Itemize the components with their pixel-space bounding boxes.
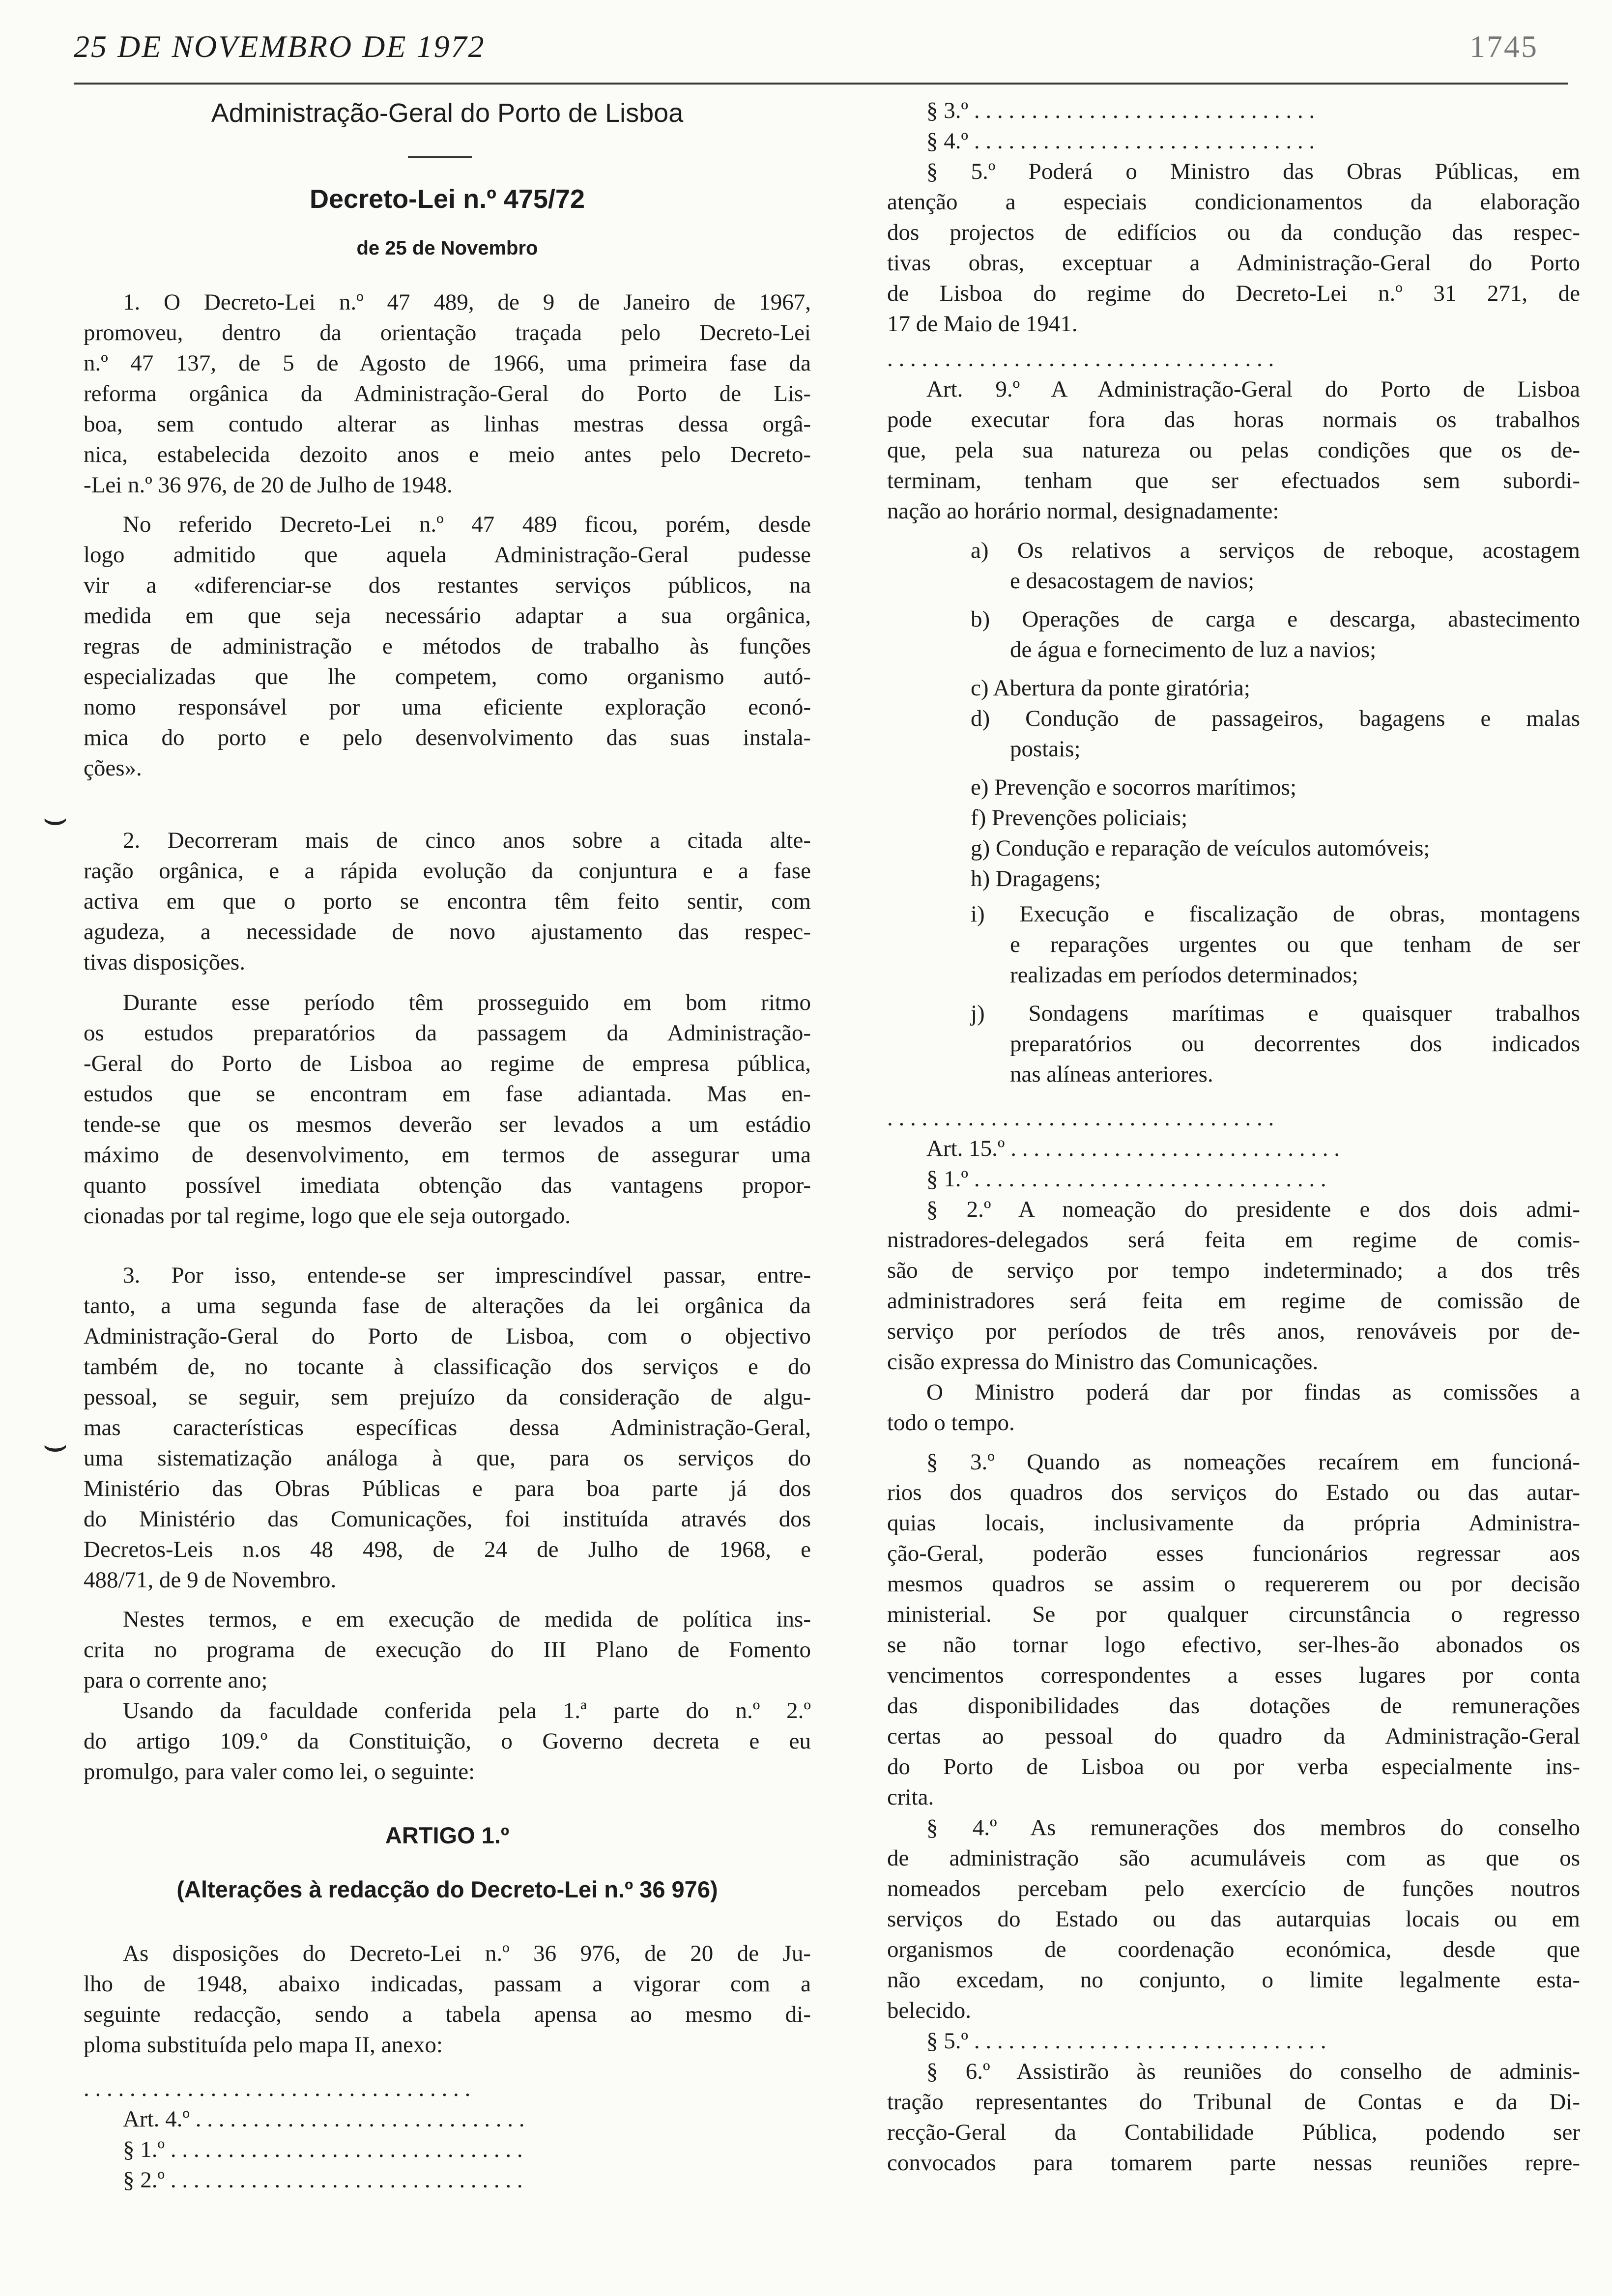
text-line: certas ao pessoal do quadro da Administração-Geral — [887, 1723, 1580, 1749]
text-line: 2. Decorreram mais de cinco anos sobre a citada alte- — [123, 828, 811, 853]
text-line: são de serviço por tempo indeterminado; a dos três — [887, 1258, 1580, 1283]
text-line: c) Abertura da ponte giratória; — [971, 675, 1250, 701]
text-line: também de, no tocante à classificação dos serviços e do — [84, 1354, 811, 1379]
text-line: Ministério das Obras Públicas e para boa parte já dos — [84, 1476, 811, 1501]
text-line: b) Operações de carga e descarga, abastecimento — [971, 606, 1580, 632]
text-line: mesmos quadros se assim o requererem ou por decisão — [887, 1571, 1580, 1597]
text-line: As disposições do Decreto-Lei n.º 36 976, de 20 de Ju- — [123, 1941, 811, 1966]
text-line: serviço por períodos de três anos, renováveis por de- — [887, 1319, 1580, 1344]
text-line: i) Execução e fiscalização de obras, montagens — [971, 901, 1580, 927]
text-line: . . . . . . . . . . . . . . . . . . . . . . . . . . . . . . . . . . — [887, 1105, 1274, 1131]
text-line: Decreto-Lei n.º 475/72 — [310, 184, 585, 214]
text-line: e reparações urgentes ou que tenham de ser — [1010, 932, 1580, 957]
text-line: activa em que o porto se encontra têm feito sentir, com — [84, 889, 811, 914]
text-line: do Porto de Lisboa ou por verba especialmente ins- — [887, 1754, 1580, 1779]
text-line: nomo responsável por uma eficiente exploração econó- — [84, 694, 811, 720]
text-line: tivas disposições. — [84, 949, 245, 975]
text-line: . . . . . . . . . . . . . . . . . . . . . . . . . . . . . . . . . . — [887, 346, 1274, 372]
text-line: recção-Geral da Contabilidade Pública, podendo ser — [887, 2120, 1580, 2145]
text-line: 3. Por isso, entende-se ser imprescindível passar, entre- — [123, 1263, 811, 1288]
text-line: do Ministério das Comunicações, foi instituída através dos — [84, 1506, 811, 1532]
text-line: Nestes termos, e em execução de medida de política ins- — [123, 1607, 811, 1632]
margin-tick-mark: ⌣ — [42, 797, 68, 840]
text-line: tanto, a uma segunda fase de alterações da lei orgânica da — [84, 1293, 811, 1319]
header-rule — [74, 83, 1568, 85]
text-line: dos projectos de edifícios ou da condução das respec- — [887, 220, 1580, 245]
text-line: pessoal, se seguir, sem prejuízo da consideração de algu- — [84, 1384, 811, 1410]
text-line: tração representantes do Tribunal de Contas e da Di- — [887, 2089, 1580, 2115]
text-line: convocados para tomarem parte nessas reuniões repre- — [887, 2150, 1580, 2176]
text-line: 17 de Maio de 1941. — [887, 311, 1078, 337]
text-line: preparatórios ou decorrentes dos indicados — [1010, 1031, 1580, 1057]
text-line: estudos que se encontram em fase adiantada. Mas en- — [84, 1081, 811, 1107]
text-line: § 5.º Poderá o Ministro das Obras Públicas, em — [926, 159, 1580, 184]
text-line: Art. 9.º A Administração-Geral do Porto de Lisboa — [926, 376, 1580, 402]
text-line: . . . . . . . . . . . . . . . . . . . . . . . . . . . . . . . . . . — [84, 2076, 471, 2101]
text-line: quanto possível imediata obtenção das vantagens propor- — [84, 1173, 811, 1198]
text-line: de água e fornecimento de luz a navios; — [1010, 637, 1377, 662]
text-line: agudeza, a necessidade de novo ajustamento das respec- — [84, 919, 811, 945]
text-line: Art. 4.º . . . . . . . . . . . . . . . . . . . . . . . . . . . . . — [123, 2106, 525, 2132]
text-line: crita. — [887, 1784, 934, 1810]
text-line: Art. 15.º . . . . . . . . . . . . . . . . . . . . . . . . . . . . . — [926, 1136, 1340, 1161]
margin-tick-mark: ⌣ — [42, 1423, 68, 1466]
text-line: postais; — [1010, 736, 1081, 762]
text-line: g) Condução e reparação de veículos automóveis; — [971, 835, 1430, 861]
text-line: para o corrente ano; — [84, 1667, 268, 1693]
text-line: máximo de desenvolvimento, em termos de assegurar uma — [84, 1142, 811, 1168]
text-line: ração orgânica, e a rápida evolução da conjuntura e a fase — [84, 858, 811, 884]
text-line: nação ao horário normal, designadamente: — [887, 498, 1279, 524]
text-line: pode executar fora das horas normais os trabalhos — [887, 407, 1580, 432]
text-line: lho de 1948, abaixo indicadas, passam a vigorar com a — [84, 1971, 811, 1997]
text-line: § 1.º . . . . . . . . . . . . . . . . . . . . . . . . . . . . . . . — [926, 1166, 1326, 1192]
text-line: boa, sem contudo alterar as linhas mestras dessa orgâ- — [84, 411, 811, 437]
text-line: d) Condução de passageiros, bagagens e malas — [971, 706, 1580, 731]
text-line: § 6.º Assistirão às reuniões do conselho de adminis- — [926, 2059, 1580, 2084]
text-line: serviços do Estado ou das autarquias locais ou em — [887, 1906, 1580, 1932]
text-line: j) Sondagens marítimas e quaisquer trabalhos — [971, 1001, 1580, 1026]
text-line: logo admitido que aquela Administração-Geral pudesse — [84, 542, 811, 568]
text-line: -Lei n.º 36 976, de 20 de Julho de 1948. — [84, 472, 453, 498]
text-line: mica do porto e pelo desenvolvimento das suas instala- — [84, 725, 811, 750]
text-line: Decretos-Leis n.os 48 498, de 24 de Julho de 1968, e — [84, 1537, 811, 1562]
text-line: ministerial. Se por qualquer circunstância o regresso — [887, 1602, 1580, 1627]
text-line: de administração são acumuláveis com as que os — [887, 1845, 1580, 1871]
text-line: § 5.º . . . . . . . . . . . . . . . . . . . . . . . . . . . . . . . — [926, 2028, 1326, 2054]
text-line: realizadas em períodos determinados; — [1010, 962, 1358, 988]
text-line: medida em que seja necessário adaptar a sua orgânica, — [84, 603, 811, 629]
text-line: § 4.º . . . . . . . . . . . . . . . . . . . . . . . . . . . . . . — [926, 128, 1315, 154]
text-line: ções». — [84, 755, 142, 781]
text-line: e desacostagem de navios; — [1010, 568, 1255, 594]
text-line: das disponibilidades das dotações de remunerações — [887, 1693, 1580, 1719]
text-line: terminam, tenham que ser efectuados sem subordi- — [887, 468, 1580, 493]
text-line: n.º 47 137, de 5 de Agosto de 1966, uma primeira fase da — [84, 350, 811, 376]
text-line: seguinte redacção, sendo a tabela apensa ao mesmo di- — [84, 2002, 811, 2027]
text-line: (Alterações à redacção do Decreto-Lei n.º 36 976) — [176, 1876, 718, 1902]
text-line: nomeados percebam pelo exercício de funções noutros — [887, 1876, 1580, 1901]
text-line: ARTIGO 1.º — [385, 1822, 510, 1848]
text-line: Administração-Geral do Porto de Lisboa — [211, 98, 684, 128]
text-line: mas características específicas dessa Administração-Geral, — [84, 1415, 811, 1440]
page-number: 1745 — [1469, 29, 1538, 64]
title-separator — [408, 156, 472, 158]
text-line: promulgo, para valer como lei, o seguinte: — [84, 1759, 475, 1784]
text-line: f) Prevenções policiais; — [971, 805, 1188, 831]
text-line: cisão expressa do Ministro das Comunicações. — [887, 1349, 1319, 1375]
text-line: § 2.º . . . . . . . . . . . . . . . . . . . . . . . . . . . . . . . — [123, 2167, 523, 2193]
text-line: 1. O Decreto-Lei n.º 47 489, de 9 de Janeiro de 1967, — [123, 289, 811, 315]
text-line: que, pela sua natureza ou pelas condições que os de- — [887, 437, 1580, 463]
text-line: atenção a especiais condicionamentos da elaboração — [887, 189, 1580, 215]
text-line: crita no programa de execução do III Plano de Fomento — [84, 1637, 811, 1663]
text-line: e) Prevenção e socorros marítimos; — [971, 775, 1297, 800]
text-line: especializadas que lhe competem, como organismo autó- — [84, 664, 811, 689]
text-line: § 1.º . . . . . . . . . . . . . . . . . . . . . . . . . . . . . . . — [123, 2137, 523, 2162]
text-line: organismos de coordenação económica, desde que — [887, 1937, 1580, 1962]
text-line: nica, estabelecida dezoito anos e meio antes pelo Decreto- — [84, 442, 811, 467]
text-line: nistradores-delegados será feita em regime de comis- — [887, 1227, 1580, 1253]
text-line: de Lisboa do regime do Decreto-Lei n.º 31 271, de — [887, 281, 1580, 306]
text-line: quias locais, inclusivamente da própria Administra- — [887, 1510, 1580, 1536]
text-line: nas alíneas anteriores. — [1010, 1062, 1213, 1087]
running-header-date: 25 DE NOVEMBRO DE 1972 — [74, 29, 486, 64]
text-line: a) Os relativos a serviços de reboque, acostagem — [971, 538, 1580, 563]
text-line: de 25 de Novembro — [356, 237, 538, 259]
text-line: Durante esse período têm prosseguido em bom ritmo — [123, 990, 811, 1015]
text-line: Usando da faculdade conferida pela 1.ª parte do n.º 2.º — [123, 1698, 811, 1723]
text-line: se não tornar logo efectivo, ser-lhes-ão abonados os — [887, 1632, 1580, 1658]
text-line: regras de administração e métodos de trabalho às funções — [84, 633, 811, 659]
text-line: No referido Decreto-Lei n.º 47 489 ficou, porém, desde — [123, 512, 811, 537]
text-line: O Ministro poderá dar por findas as comissões a — [926, 1379, 1580, 1405]
text-line: do artigo 109.º da Constituição, o Governo decreta e eu — [84, 1728, 811, 1754]
text-line: § 4.º As remunerações dos membros do conselho — [926, 1815, 1580, 1840]
text-line: § 3.º . . . . . . . . . . . . . . . . . . . . . . . . . . . . . . — [926, 98, 1315, 123]
text-line: ploma substituída pelo mapa II, anexo: — [84, 2032, 443, 2058]
text-line: 488/71, de 9 de Novembro. — [84, 1567, 337, 1593]
text-line: tende-se que os mesmos deverão ser levados a um estádio — [84, 1112, 811, 1137]
text-line: vencimentos correspondentes a esses lugares por conta — [887, 1663, 1580, 1688]
text-line: vir a «diferenciar-se dos restantes serviços públicos, na — [84, 573, 811, 598]
text-line: -Geral do Porto de Lisboa ao regime de empresa pública, — [84, 1051, 811, 1076]
text-line: ção-Geral, poderão esses funcionários regressar aos — [887, 1541, 1580, 1566]
text-line: § 3.º Quando as nomeações recaírem em funcioná- — [926, 1449, 1580, 1475]
text-line: h) Dragagens; — [971, 866, 1101, 891]
text-line: os estudos preparatórios da passagem da Administração- — [84, 1020, 811, 1046]
text-line: tivas obras, exceptuar a Administração-Geral do Porto — [887, 250, 1580, 276]
text-line: todo o tempo. — [887, 1410, 1015, 1435]
text-line: administradores será feita em regime de comissão de — [887, 1288, 1580, 1314]
text-line: uma sistematização análoga à que, para os serviços do — [84, 1445, 811, 1471]
text-line: rios dos quadros dos serviços do Estado ou das autar- — [887, 1480, 1580, 1505]
text-line: não excedam, no conjunto, o limite legalmente esta- — [887, 1967, 1580, 1993]
text-line: promoveu, dentro da orientação traçada pelo Decreto-Lei — [84, 320, 811, 345]
text-line: cionadas por tal regime, logo que ele seja outorgado. — [84, 1203, 571, 1229]
text-line: § 2.º A nomeação do presidente e dos dois admi- — [926, 1197, 1580, 1222]
text-line: reforma orgânica da Administração-Geral do Porto de Lis- — [84, 381, 811, 406]
text-line: Administração-Geral do Porto de Lisboa, com o objectivo — [84, 1323, 811, 1349]
text-line: belecido. — [887, 1998, 971, 2023]
